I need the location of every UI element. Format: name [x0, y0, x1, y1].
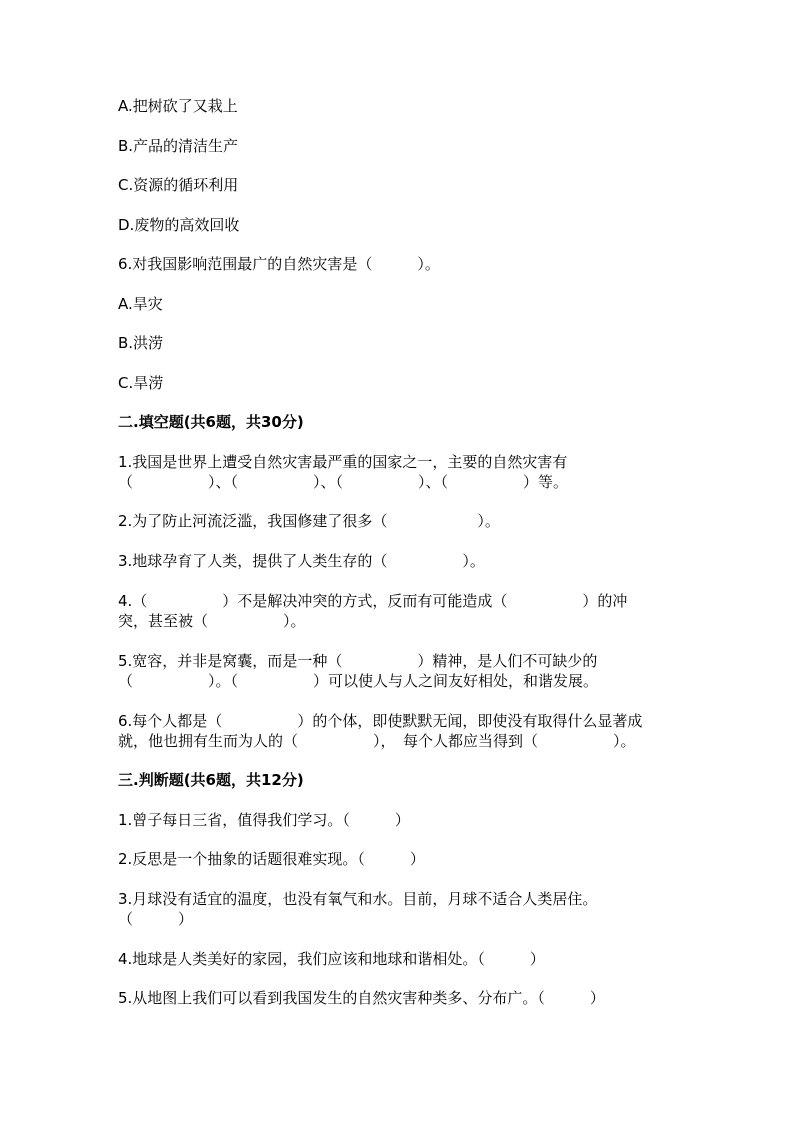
q6-option-b: B.洪涝	[118, 334, 164, 352]
fill-q2: 2.为了防止河流泛滥，我国修建了很多（ ）。	[118, 512, 500, 530]
q6-option-a: A.旱灾	[118, 295, 163, 313]
fill-q4-line1: 4.（ ）不是解决冲突的方式，反而有可能造成（ ）的冲	[118, 592, 628, 610]
judge-q3-line1: 3.月球没有适宜的温度，也没有氧气和水。目前，月球不适合人类居住。	[118, 890, 598, 908]
q5-option-a: A.把树砍了又栽上	[118, 97, 238, 115]
q5-option-b: B.产品的清洁生产	[118, 137, 239, 155]
fill-q5-line2: （ ）。（ ）可以使人与人之间友好相处，和谐发展。	[118, 672, 599, 690]
q5-option-d: D.废物的高效回收	[118, 216, 240, 234]
fill-q3: 3.地球孕育了人类，提供了人类生存的（ ）。	[118, 552, 485, 570]
fill-q5-line1: 5.宽容，并非是窝囊，而是一种（ ）精神，是人们不可缺少的	[118, 652, 598, 670]
fill-section-heading: 二.填空题(共6题，共30分)	[118, 413, 304, 431]
fill-q1-line2: （ ）、（ ）、（ ）、（ ）等。	[118, 473, 569, 491]
fill-q6-line1: 6.每个人都是（ ）的个体，即使默默无闻，即使没有取得什么显著成	[118, 712, 643, 730]
q6-stem: 6.对我国影响范围最广的自然灾害是（ ）。	[118, 255, 440, 273]
judge-q1: 1.曾子每日三省，值得我们学习。（ ）	[118, 811, 410, 829]
q5-option-c: C.资源的循环利用	[118, 176, 239, 194]
q6-option-c: C.旱涝	[118, 374, 164, 392]
fill-q1-line1: 1.我国是世界上遭受自然灾害最严重的国家之一，主要的自然灾害有	[118, 453, 568, 471]
fill-q4-line2: 突，甚至被（ ）。	[118, 612, 306, 630]
judge-q2: 2.反思是一个抽象的话题很难实现。（ ）	[118, 850, 425, 868]
judge-q3-line2: （ ）	[118, 910, 194, 928]
judge-section-heading: 三.判断题(共6题，共12分)	[118, 771, 304, 789]
fill-q6-line2: 就，他也拥有生而为人的（ ）， 每个人都应当得到（ ）。	[118, 732, 636, 750]
judge-q5: 5.从地图上我们可以看到我国发生的自然灾害种类多、分布广。（ ）	[118, 989, 605, 1007]
judge-q4: 4.地球是人类美好的家园，我们应该和地球和谐相处。（ ）	[118, 950, 545, 968]
